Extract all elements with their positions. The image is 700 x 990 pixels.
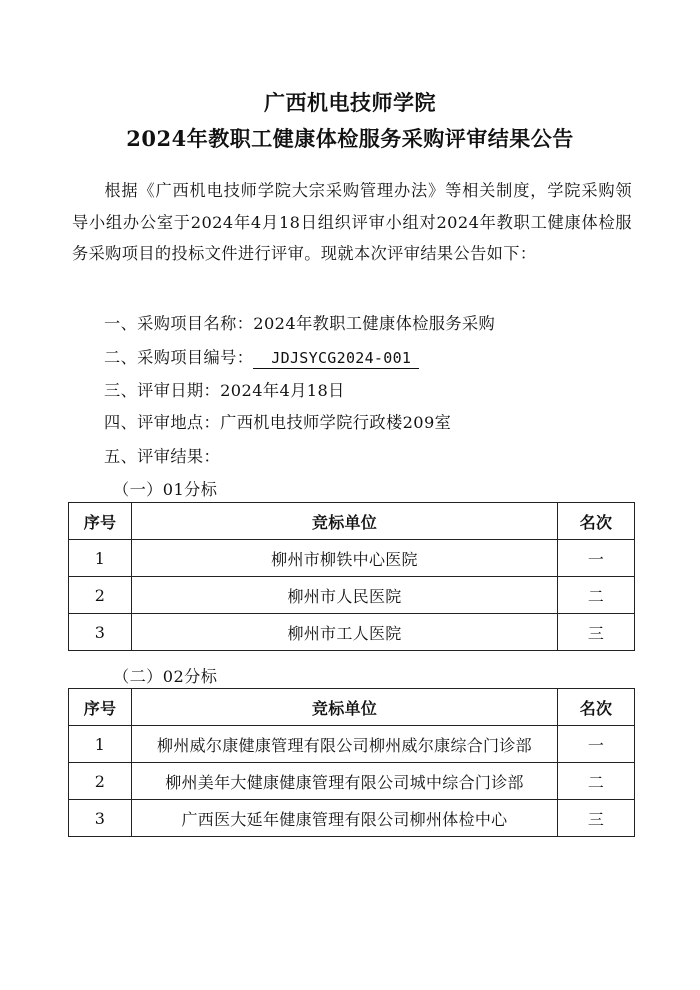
table-row <box>69 800 635 837</box>
cell-seq: 3 <box>69 614 132 651</box>
results-table-lot-02 <box>68 688 635 837</box>
cell-seq: 2 <box>69 763 132 800</box>
item-project-number-label: 二、采购项目编号： <box>104 348 254 367</box>
item-review-location: 四、评审地点：广西机电技师学院行政楼209室 <box>104 413 452 432</box>
table-row <box>69 726 635 763</box>
cell-rank: 二 <box>558 763 635 800</box>
cell-seq: 1 <box>69 726 132 763</box>
table-row <box>69 763 635 800</box>
table-row <box>69 614 635 651</box>
cell-bidder: 柳州市工人医院 <box>132 614 558 651</box>
header-seq: 序号 <box>69 689 132 726</box>
header-rank: 名次 <box>558 503 635 540</box>
header-seq: 序号 <box>69 503 132 540</box>
cell-rank: 三 <box>558 614 635 651</box>
project-code: JDJSYCG2024-001 <box>253 348 419 369</box>
section-lot-02-label: （二）02分标 <box>113 667 218 686</box>
cell-seq: 3 <box>69 800 132 837</box>
table-row <box>69 577 635 614</box>
cell-rank: 一 <box>558 540 635 577</box>
table-row <box>69 540 635 577</box>
cell-seq: 1 <box>69 540 132 577</box>
cell-bidder: 柳州美年大健康健康管理有限公司城中综合门诊部 <box>132 763 558 800</box>
cell-rank: 一 <box>558 726 635 763</box>
table-header-row <box>69 503 635 540</box>
section-lot-01-label: （一）01分标 <box>113 480 218 499</box>
cell-rank: 三 <box>558 800 635 837</box>
item-review-date: 三、评审日期：2024年4月18日 <box>104 381 345 400</box>
cell-bidder: 柳州威尔康健康管理有限公司柳州威尔康综合门诊部 <box>132 726 558 763</box>
cell-rank: 二 <box>558 577 635 614</box>
cell-seq: 2 <box>69 577 132 614</box>
item-project-name: 一、采购项目名称：2024年教职工健康体检服务采购 <box>104 314 496 333</box>
cell-bidder: 柳州市柳铁中心医院 <box>132 540 558 577</box>
table-header-row <box>69 689 635 726</box>
document-title: 广西机电技师学院 <box>264 90 436 115</box>
header-rank: 名次 <box>558 689 635 726</box>
item-review-results: 五、评审结果： <box>104 447 221 466</box>
item-project-number <box>104 346 419 370</box>
intro-paragraph: 根据《广西机电技师学院大宗采购管理办法》等相关制度，学院采购领导小组办公室于2024年4月18日组织评审小组对2024年教职工健康体检服务采购项目的投标文件进行评审。现就本次评审结果公告如下： <box>72 181 632 263</box>
document-subtitle: 2024年教职工健康体检服务采购评审结果公告 <box>126 126 574 151</box>
header-bidder: 竞标单位 <box>132 503 558 540</box>
cell-bidder: 柳州市人民医院 <box>132 577 558 614</box>
results-table-lot-01 <box>68 502 635 651</box>
header-bidder: 竞标单位 <box>132 689 558 726</box>
cell-bidder: 广西医大延年健康管理有限公司柳州体检中心 <box>132 800 558 837</box>
